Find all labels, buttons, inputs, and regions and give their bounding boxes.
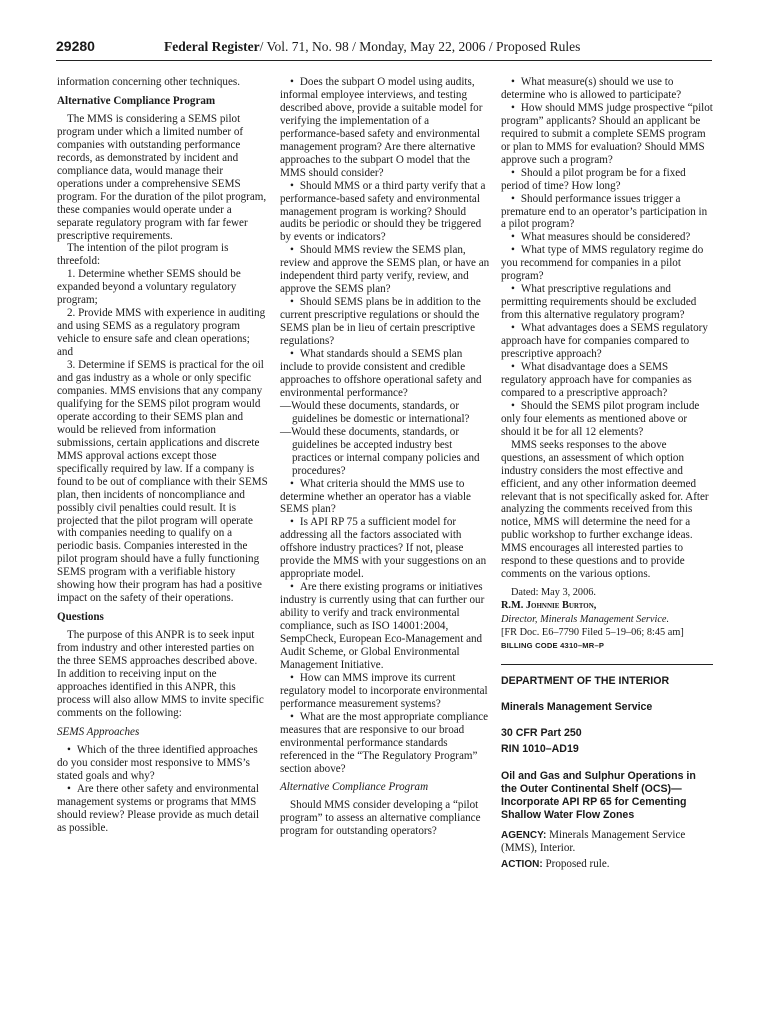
bullet-question: • Is API RP 75 a sufficient model for addressing all the factors associated with offshore industry practices? If not, please provide the MMS with your suggestions on an appropriate model.: [280, 516, 491, 581]
paragraph: information concerning other techniques.: [57, 76, 240, 88]
section-heading: Alternative Compliance Program: [57, 94, 216, 107]
running-head: [164, 39, 580, 55]
dated-line: Dated: May 3, 2006.: [511, 587, 596, 599]
bullet-question: • What are the most appropriate compliance measures that are responsive to our broad environmental performance standards referenced in the “The Regulatory Program” section above?: [280, 711, 491, 776]
paragraph: The intention of the pilot program is threefold:: [57, 242, 229, 268]
rule-title: Oil and Gas and Sulphur Operations in the Outer Continental Shelf (OCS)—Incorporate API RP 65 for Cementing Shallow Water Flow Zones: [501, 770, 696, 822]
department-name: DEPARTMENT OF THE INTERIOR: [501, 675, 670, 688]
column-3: [501, 76, 713, 871]
cfr-part: 30 CFR Part 250: [501, 727, 582, 740]
dash-item: —Would these documents, standards, or guidelines be domestic or international?: [280, 399, 470, 425]
bullet-question: • How should MMS judge prospective “pilot program” applicants? Should an applicant be required to submit a complete SEMS program or plan to MMS for evaluation? Should MMS approve such a program?: [501, 102, 713, 167]
page-header: [56, 38, 712, 61]
bullet-question: • What measure(s) should we use to determine who is allowed to participate?: [501, 76, 713, 102]
bullet-question: • What measures should be considered?: [501, 231, 713, 244]
numbered-item: 1. Determine whether SEMS should be expanded beyond a voluntary regulatory program;: [57, 268, 241, 307]
bullet-question: • Does the subpart O model using audits, informal employee interviews, and testing described above, provide a suitable model for verifying the implementation of a performance-based safety and environmental management program? Are there alternative approaches to the subpart O model that the MMS should consider?: [280, 76, 491, 180]
dash-item: —Would these documents, standards, or guidelines be accepted industry best practices or internal company policies and procedures?: [280, 425, 480, 477]
bullet-question: • What standards should a SEMS plan include to provide consistent and credible approaches to offshore operational safety and environmental performance?: [280, 348, 491, 400]
bullet-question: • Are there other safety and environmental management systems or programs that MMS should review? Please provide as much detail as possible.: [57, 783, 268, 835]
bullet-question: • Should the SEMS pilot program include only four elements as mentioned above or should it be for all 12 elements?: [501, 400, 713, 439]
column-2: [280, 76, 491, 838]
action-line: [501, 858, 713, 871]
bullet-question: • Should MMS or a third party verify that a performance-based safety and environmental management program is working? Should audits be periodic or should they be triggered by events or indicators?: [280, 180, 491, 245]
paragraph: The purpose of this ANPR is to seek input from industry and other interested parties on the three SEMS approaches described above. In addition to receiving input on the approaches identified in this ANPR, this process will also allow MMS to invite specific comments on the following:: [57, 629, 264, 719]
bullet-question: • What disadvantage does a SEMS regulatory approach have for companies as compared to a prescriptive approach?: [501, 361, 713, 400]
bullet-question: • What criteria should the MMS use to determine whether an operator has a viable SEMS plan?: [280, 478, 491, 517]
signer-title: Director, Minerals Management Service.: [501, 613, 670, 625]
section-heading: Questions: [57, 611, 104, 624]
rin-number: RIN 1010–AD19: [501, 743, 579, 756]
action-label: ACTION:: [501, 859, 543, 871]
bullet-question: • Are there existing programs or initiatives industry is currently using that can further our ability to verify and track environmental compliance, such as ISO 14001:2004, SempCheck, European Eco-Management and Audit Scheme, or Global Environmental Management Initiative.: [280, 581, 491, 672]
bullet-question: • How can MMS improve its current regulatory model to incorporate environmental performance measurement systems?: [280, 672, 491, 711]
service-name: Minerals Management Service: [501, 701, 653, 714]
column-1: [57, 76, 268, 835]
subsection-heading: SEMS Approaches: [57, 725, 140, 738]
agency-line: [501, 829, 713, 855]
issue-details: / Vol. 71, No. 98 / Monday, May 22, 2006 / Proposed Rules: [259, 39, 581, 54]
agency-value: Minerals Management Service (MMS), Interior.: [501, 829, 686, 855]
signature-block: [501, 581, 713, 652]
paragraph: MMS seeks responses to the above questions, an assessment of which option industry considers the most effective and efficient, and any other information deemed relevant that is not specifically asked for. After analyzing the comments received from this notice, MMS will determine the need for a public workshop to further exchange ideas. MMS encourages all interested parties to respond to these questions and to provide comments on the various options.: [501, 438, 709, 581]
signer-name: R.M. Johnnie Burton,: [501, 600, 597, 612]
bullet-question: • Should performance issues trigger a premature end to an operator’s participation in a pilot program?: [501, 193, 713, 232]
page-number: 29280: [56, 38, 95, 54]
bullet-question: • Should SEMS plans be in addition to the current prescriptive regulations or should the SEMS plan be in lieu of certain prescriptive regulations?: [280, 296, 491, 348]
numbered-item: 3. Determine if SEMS is practical for the oil and gas industry as a whole or only specific companies. MMS envisions that any company qualifying for the SEMS pilot program would operate according to their SEMS plan and would be relieved from information submissions, certain applications and discrete MMS approval actions except those specifically required by law. If a company is found to be out of compliance with their SEMS plan, then incidents of noncompliance and possibly civil penalties could result. It is projected that the pilot program will operate with companies needing to qualify on a periodic basis. Companies interested in the pilot program should have a fully functioning SEMS program with a verifiable history showing how their program has had a positive impact on the safety of their operations.: [57, 359, 268, 605]
numbered-item: 2. Provide MMS with experience in auditing and using SEMS as a regulatory program vehicle to ensure safe and clean operations; and: [57, 307, 266, 359]
bullet-question: • What type of MMS regulatory regime do you recommend for companies in a pilot program?: [501, 244, 713, 283]
bullet-question: • Should a pilot program be for a fixed period of time? How long?: [501, 167, 713, 193]
subsection-heading: Alternative Compliance Program: [280, 781, 429, 794]
publication-name: Federal Register: [164, 39, 260, 54]
section-divider: [501, 664, 713, 665]
paragraph: Should MMS consider developing a “pilot program” to assess an alternative compliance program for outstanding operators?: [280, 799, 481, 838]
bullet-question: • Which of the three identified approaches do you consider most responsive to MMS’s stated goals and why?: [57, 744, 268, 783]
paragraph: The MMS is considering a SEMS pilot program under which a limited number of companies with outstanding performance records, as demonstrated by incident and compliance data, would manage their operations under a comprehensive SEMS program. For the duration of the pilot program, these companies would operate under a separate regulatory program with far fewer prescriptive requirements.: [57, 112, 267, 242]
agency-header: [501, 675, 713, 871]
agency-label: AGENCY:: [501, 830, 547, 842]
action-value: Proposed rule.: [545, 858, 610, 871]
bullet-question: • Should MMS review the SEMS plan, review and approve the SEMS plan, or have an independent third party verify, review, and approve the SEMS plan?: [280, 244, 491, 296]
fr-doc-line: [FR Doc. E6–7790 Filed 5–19–06; 8:45 am]: [501, 626, 684, 638]
billing-code: BILLING CODE 4310–MR–P: [501, 640, 605, 650]
bullet-question: • What advantages does a SEMS regulatory approach have for companies compared to prescriptive approach?: [501, 322, 713, 361]
bullet-question: • What prescriptive regulations and permitting requirements should be excluded from this alternative regulatory program?: [501, 283, 713, 322]
